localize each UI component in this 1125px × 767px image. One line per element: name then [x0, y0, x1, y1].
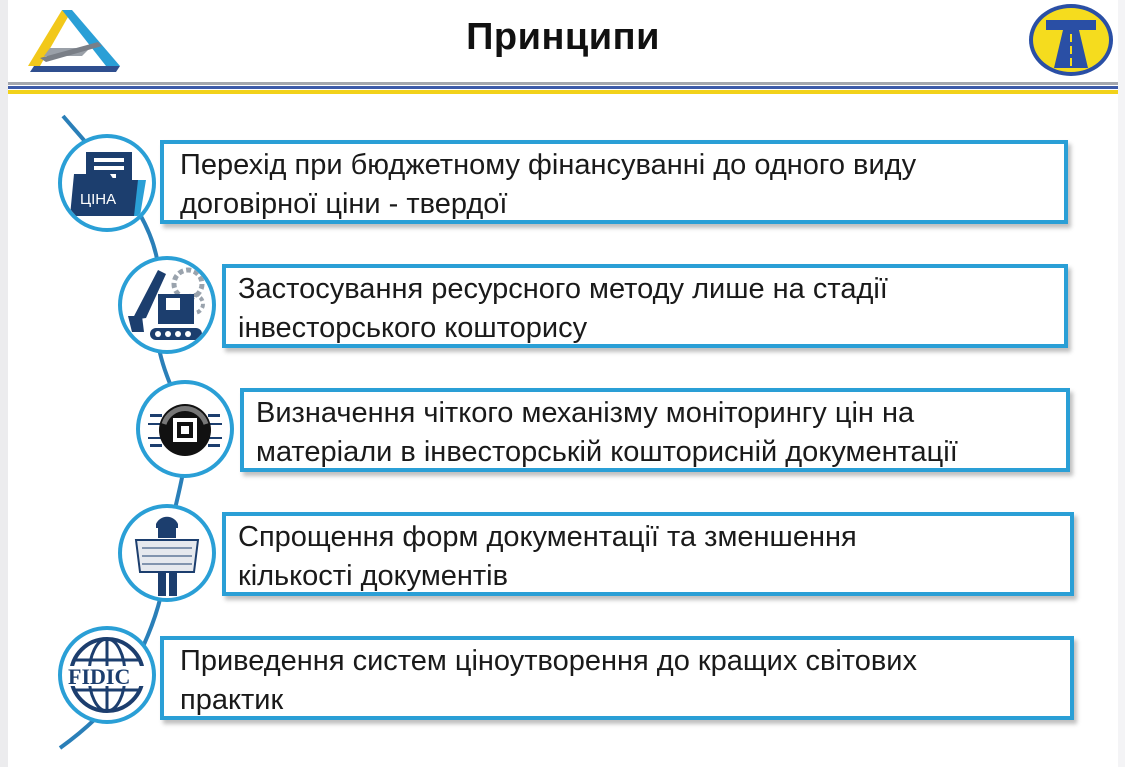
- principle-text-4: [238, 518, 857, 596]
- price-label: ЦІНА: [80, 191, 117, 208]
- fidic-globe-icon: [58, 626, 156, 724]
- principle-1-line-2: договірної ціни - твердої: [180, 188, 508, 220]
- slide: [8, 0, 1118, 767]
- fidic-label: FIDIC: [68, 664, 131, 689]
- principle-5-line-2: практик: [180, 684, 284, 716]
- principle-text-3: [256, 394, 958, 472]
- excavator-gears-icon: [118, 256, 216, 354]
- principle-1-line-1: Перехід при бюджетному фінансуванні до одного виду: [180, 149, 917, 181]
- page-title: Принципи: [466, 16, 660, 58]
- price-folder-icon: [58, 134, 156, 232]
- principle-text-1: [180, 146, 916, 224]
- monitoring-chip-icon: [136, 380, 234, 478]
- principle-4-line-2: кількості документів: [238, 560, 509, 592]
- principle-4-line-1: Спрощення форм документації та зменшення: [238, 521, 857, 553]
- principle-5-line-1: Приведення систем ціноутворення до кращих світових: [180, 645, 917, 677]
- page-edge: [1118, 0, 1125, 767]
- principle-3-line-1: Визначення чіткого механізму моніторингу цін на: [256, 397, 915, 429]
- engineer-blueprint-icon: [118, 504, 216, 602]
- principle-2-line-2: інвесторського кошторису: [238, 312, 588, 344]
- principle-2-line-1: Застосування ресурсного методу лише на стадії: [238, 273, 888, 305]
- principle-3-line-2: матеріали в інвесторській кошторисній документації: [256, 436, 958, 468]
- principle-text-5: [180, 642, 917, 720]
- principle-text-2: [238, 270, 888, 348]
